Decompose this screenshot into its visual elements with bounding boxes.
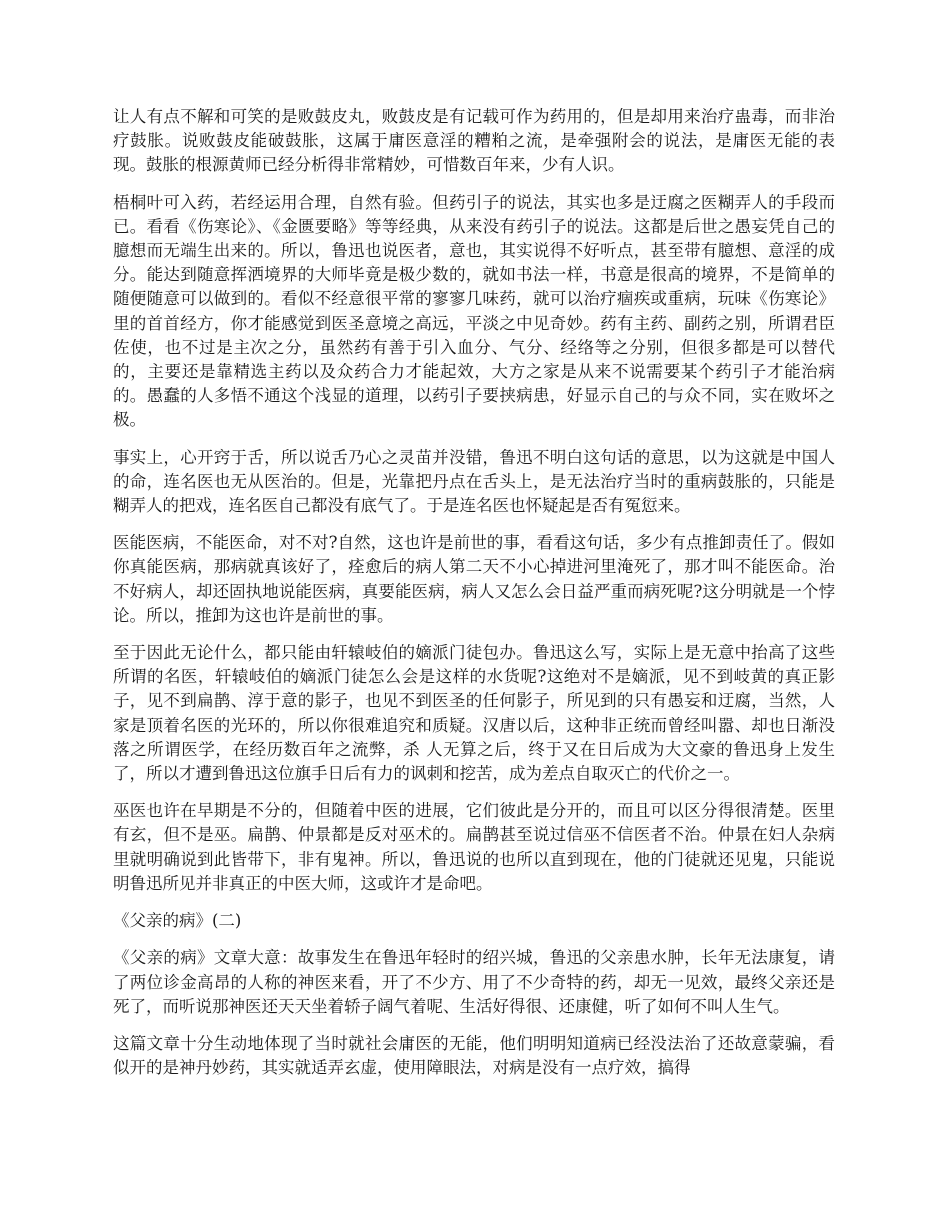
paragraph-article-analysis: 这篇文章十分生动地体现了当时就社会庸医的无能，他们明明知道病已经没法治了还故意蒙骗，看似开的是神丹妙药，其实就适弄玄虚，使用障眼法，对病是没有一点疗效，搞得 (113, 1033, 835, 1078)
paragraph-wu-yi: 巫医也许在早期是不分的，但随着中医的进展，它们彼此是分开的，而且可以区分得很清楚。医里有玄，但不是巫。扁鹊、仲景都是反对巫术的。扁鹊甚至说过信巫不信医者不治。仲景在妇人杂病里就明确说到此皆带下，非有鬼神。所以，鲁迅说的也所以直到现在，他的门徒就还见鬼，只能说明鲁迅所见并非真正的中医大师，这或许才是命吧。 (113, 801, 835, 893)
paragraph-xin-kai-qiao: 事实上，心开窍于舌，所以说舌乃心之灵苗并没错，鲁迅不明白这句话的意思，以为这就是中国人的命，连名医也无从医治的。但是，光靠把丹点在舌头上，是无法治疗当时的重病鼓胀的，只能是糊弄人的把戏，连名医自己都没有底气了。于是连名医也怀疑起是否有冤愆来。 (113, 447, 835, 516)
document-body (113, 105, 835, 1093)
paragraph-article-summary: 《父亲的病》文章大意：故事发生在鲁迅年轻时的绍兴城，鲁迅的父亲患水肿，长年无法康复，请了两位诊金高昂的人称的神医来看，开了不少方、用了不少奇特的药，却无一见效，最终父亲还是死了，而听说那神医还天天坐着轿子阔气着呢、生活好得很、还康健，听了如何不叫人生气。 (113, 948, 835, 1016)
paragraph-wu-tong-ye: 梧桐叶可入药，若经运用合理，自然有验。但药引子的说法，其实也多是迂腐之医糊弄人的手段而已。看看《伤寒论》、《金匮要略》等等经典，从来没有药引子的说法。这都是后世之愚妄凭自己的臆想而无端生出来的。所以，鲁迅也说医者，意也，其实说得不好听点，甚至带有臆想、意淫的成分。能达到随意挥洒境界的大师毕竟是极少数的，就如书法一样，书意是很高的境界，不是简单的随便随意可以做到的。看似不经意很平常的寥寥几味药，就可以治疗痼疾或重病，玩味《伤寒论》里的首首经方，你才能感觉到医圣意境之高远，平淡之中见奇妙。药有主药、副药之别，所谓君臣佐使，也不过是主次之分，虽然药有善于引入血分、气分、经络等之分别，但很多都是可以替代的，主要还是靠精选主药以及众药合力才能起效，大方之家是从来不说需要某个药引子才能治病的。愚蠢的人多悟不通这个浅显的道理，以药引子要挟病患，好显示自己的与众不同，实在败坏之极。 (113, 192, 835, 430)
paragraph-xuan-yuan-qi-bo: 至于因此无论什么，都只能由轩辕岐伯的嫡派门徒包办。鲁迅这么写，实际上是无意中抬高了这些所谓的名医，轩辕岐伯的嫡派门徒怎么会是这样的水货呢?这绝对不是嫡派，见不到岐黄的真正影子，见不到扁鹊、淳于意的影子，也见不到医圣的任何影子，所见到的只有愚妄和迂腐，当然，人家是顶着名医的光环的，所以你很难追究和质疑。汉唐以后，这种非正统而曾经叫嚣、却也日渐没落之所谓医学，在经历数百年之流弊，杀 人无算之后，终于又在日后成为大文豪的鲁迅身上发生了，所以才遭到鲁迅这位旗手日后有力的讽刺和挖苦，成为差点自取灭亡的代价之一。 (113, 643, 835, 784)
paragraph-yi-neng-yi-bing: 医能医病，不能医命，对不对?自然，这也许是前世的事，看看这句话，多少有点推卸责任了。假如你真能医病，那病就真该好了，痊愈后的病人第二天不小心掉进河里淹死了，那才叫不能医命。治不好病人，却还固执地说能医病，真要能医病，病人又怎么会日益严重而病死呢?这分明就是一个悖论。所以，推卸为这也许是前世的事。 (113, 533, 835, 625)
paragraph-bai-gu-pi-wan: 让人有点不解和可笑的是败鼓皮丸，败鼓皮是有记载可作为药用的，但是却用来治疗蛊毒，而非治疗鼓胀。说败鼓皮能破鼓胀，这属于庸医意淫的糟粕之流，是牵强附会的说法，是庸医无能的表现。鼓胀的根源黄师已经分析得非常精妙，可惜数百年来，少有人识。 (113, 107, 835, 175)
section-heading: 《父亲的病》(二) (113, 911, 242, 931)
